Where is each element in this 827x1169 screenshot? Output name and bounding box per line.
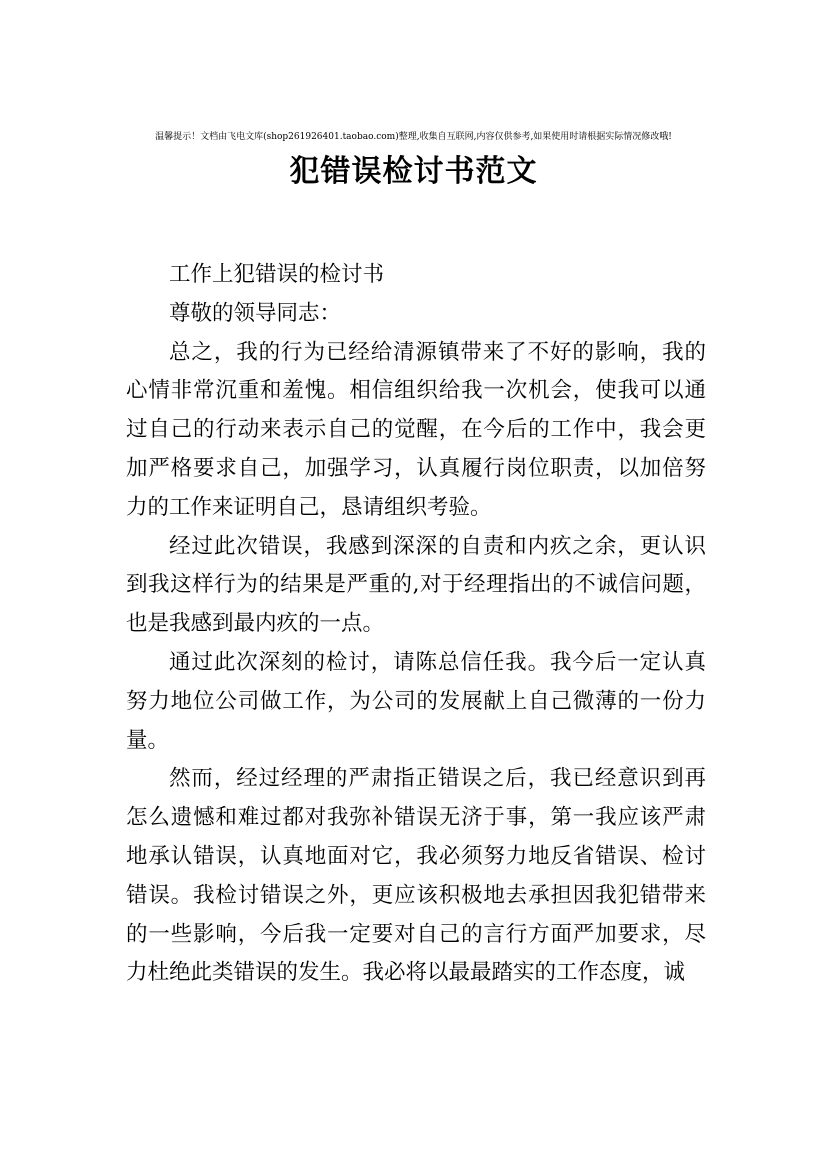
paragraph-salutation: 尊敬的领导同志： [169, 300, 342, 326]
paragraph: 总之，我的行为已经给清源镇带来了不好的影响，我的心情非常沉重和羞愧。相信组织给我一次机会，使我可以通过自己的行动来表示自己的觉醒，在今后的工作中，我会更加严格要求自己，加强学习，认真履行岗位职责，以加倍努力的工作来证明自己，恳请组织考验。 [126, 339, 706, 520]
paragraph-subtitle: 工作上犯错误的检讨书 [169, 262, 385, 287]
paragraph: 然而，经过经理的严肃指正错误之后，我已经意识到再怎么遗憾和难过都对我弥补错误无济于事，第一我应该严肃地承认错误，认真地面对它，我必须努力地反省错误、检讨错误。我检讨错误之外，更应该积极地去承担因我犯错带来的一些影响，今后我一定要对自己的言行方面严加要求，尽力杜绝此类错误的发生。我必将以最最踏实的工作态度，诚 [126, 766, 706, 986]
document-body [126, 256, 706, 993]
paragraph: 经过此次错误，我感到深深的自责和内疚之余，更认识到我这样行为的结果是严重的,对于经理指出的不诚信问题，也是我感到最内疚的一点。 [126, 533, 706, 637]
paragraph: 通过此次深刻的检讨，请陈总信任我。我今后一定认真努力地位公司做工作，为公司的发展献上自己微薄的一份力量。 [126, 649, 706, 753]
document-title: 犯错误检讨书范文 [289, 154, 538, 189]
header-notice: 温馨提示！文档由飞电文库(shop261926401.taobao.com)整理,收集自互联网,内容仅供参考,如果使用时请根据实际情况修改哦! [155, 132, 672, 142]
